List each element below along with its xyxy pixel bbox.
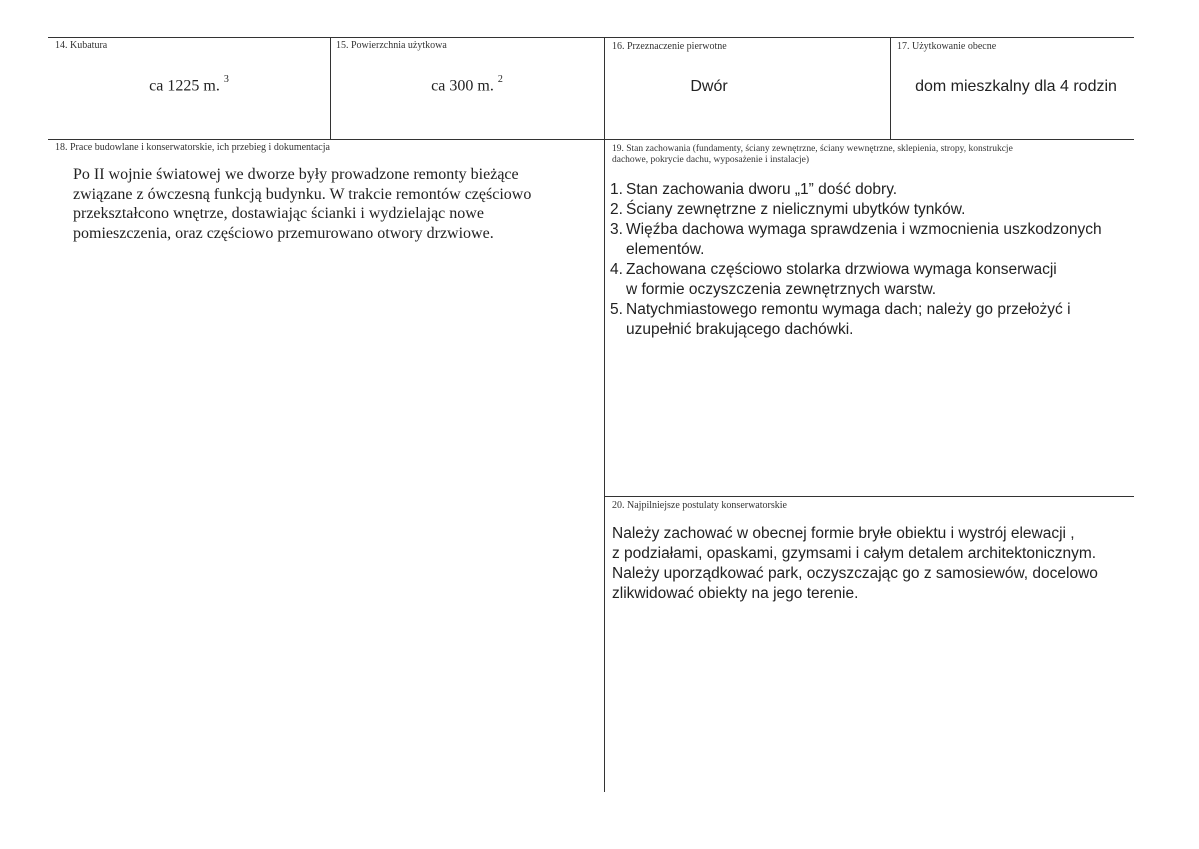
uzytkowanie-value: dom mieszkalny dla 4 rodzin <box>915 78 1117 95</box>
list-item <box>610 260 1102 300</box>
item-line: Więźba dachowa wymaga sprawdzenia i wzmocnienia uszkodzonych <box>626 221 1102 238</box>
field-label: 16. Przeznaczenie pierwotne <box>612 41 727 52</box>
postulaty-text <box>612 524 1098 604</box>
item-line: Zachowana częściowo stolarka drzwiowa wymaga konserwacji <box>626 261 1057 278</box>
list-item <box>610 300 1102 340</box>
section-20-rule <box>604 496 1134 497</box>
field-value <box>330 76 604 95</box>
field-label: 19. Stan zachowania (fundamenty, ściany zewnętrzne, ściany wewnętrzne, sklepienia, stropy, konstrukcje dachowe, pokrycie dachu, wyposażenie i instalacje) <box>612 144 1013 165</box>
unit-superscript: 3 <box>223 74 229 85</box>
item-line: Ściany zewnętrzne z nielicznymi ubytków tynków. <box>626 201 966 218</box>
item-number: 3. <box>610 221 623 238</box>
stan-list <box>610 180 1102 340</box>
text-line: pomieszczenia, oraz częściowo przemurowano otwory drzwiowe. <box>73 224 494 242</box>
unit-superscript: 2 <box>497 74 503 85</box>
item-line: Stan zachowania dworu „1” dość dobry. <box>626 181 898 198</box>
divider-15-16 <box>604 37 605 792</box>
text-line: Należy zachować w obecnej formie bryłe obiektu i wystrój elewacji , <box>612 525 1075 542</box>
list-item <box>610 220 1102 260</box>
text-line: związane z ówczesną funkcją budynku. W trakcie remontów częściowo <box>73 185 532 203</box>
list-item <box>610 200 1102 220</box>
divider-16-17 <box>890 37 891 139</box>
text-line: przekształcono wnętrze, dostawiając ścianki i wydzielając nowe <box>73 205 484 222</box>
text-line: zlikwidować obiekty na jego terenie. <box>612 585 859 602</box>
przeznaczenie-value: Dwór <box>690 78 728 95</box>
field-label: 17. Użytkowanie obecne <box>897 41 997 52</box>
kubatura-value: ca 1225 m. <box>149 77 220 95</box>
prace-text <box>73 165 531 243</box>
text-line: z podziałami, opaskami, gzymsami i całym detalem architektonicznym. <box>612 545 1097 562</box>
list-item <box>610 180 1102 200</box>
item-number: 2. <box>610 201 623 218</box>
field-label: 15. Powierzchnia użytkowa <box>336 40 447 51</box>
row-divider <box>48 139 1134 140</box>
field-label: 18. Prace budowlane i konserwatorskie, ich przebieg i dokumentacja <box>55 142 330 153</box>
item-line: elementów. <box>626 241 705 258</box>
item-line: uzupełnić brakującego dachówki. <box>626 321 854 338</box>
top-rule <box>48 37 1134 38</box>
field-value <box>48 76 330 95</box>
item-line: Natychmiastowego remontu wymaga dach; należy go przełożyć i <box>626 301 1071 318</box>
text-line: Należy uporządkować park, oczyszczając go z samosiewów, docelowo <box>612 565 1098 582</box>
powierzchnia-value: ca 300 m. <box>431 77 494 95</box>
item-number: 5. <box>610 301 623 318</box>
text-line: Po II wojnie światowej we dworze były prowadzone remonty bieżące <box>73 166 519 183</box>
item-number: 4. <box>610 261 623 278</box>
field-label: 20. Najpilniejsze postulaty konserwatorskie <box>612 500 787 511</box>
item-line: w formie oczyszczenia zewnętrznych warstw. <box>626 281 937 298</box>
field-label: 14. Kubatura <box>55 40 108 51</box>
item-number: 1. <box>610 181 623 198</box>
